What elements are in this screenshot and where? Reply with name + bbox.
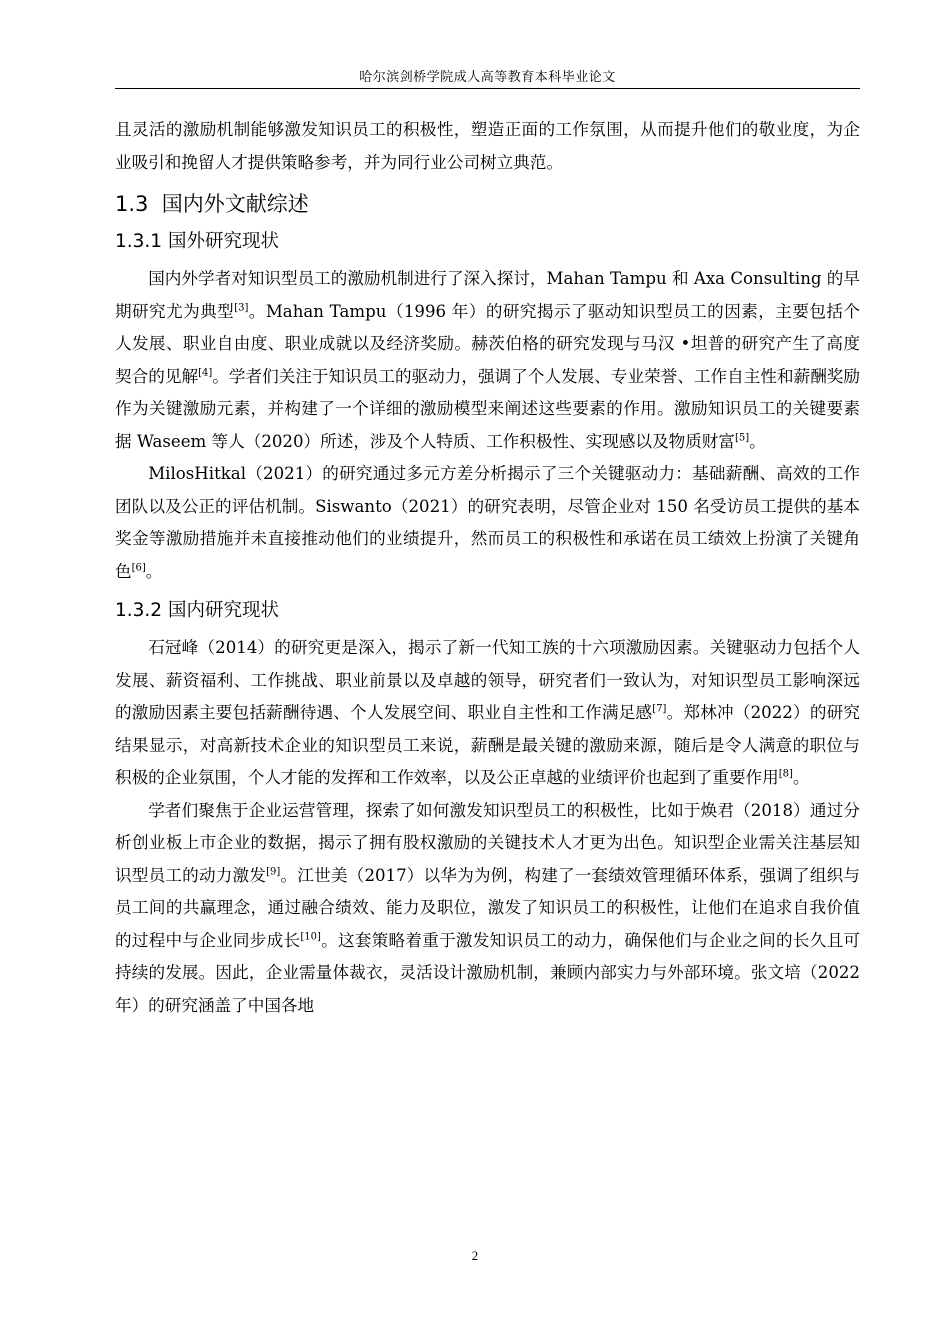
- text-run: 学者们聚焦于企业运营管理，探索了如何激发知识型员工的积极性，比如于焕君（2018）通过分析创业板上市企业的数据，揭示了拥有股权激励的关键技术人才更为出色。知识型企业需关注基层知识型员工的动力激发: [115, 800, 860, 885]
- citation-ref: [3]: [234, 301, 249, 313]
- subsection-title: 国内研究现状: [167, 600, 279, 621]
- text-run: 。这套策略着重于激发知识员工的动力，确保他们与企业之间的长久且可持续的发展。因此，企业需量体裁衣，灵活设计激励机制，兼顾内部实力与外部环境。张文培（2022 年）的研究涵盖了中国各地: [115, 930, 861, 1015]
- text-run: 。: [749, 431, 766, 451]
- header-rule: [115, 88, 860, 89]
- citation-ref: [4]: [198, 366, 213, 378]
- text-run: 。郑林冲（2022）的研究结果显示，对高新技术企业的知识型员工来说，薪酬是最关键的激励来源，随后是令人满意的职位与积极的企业氛围，个人才能的发挥和工作效率，以及公正卓越的业绩评价也起到了重要作用: [115, 703, 861, 787]
- subsection-heading-domestic: [115, 596, 860, 626]
- citation-ref: [10]: [300, 930, 321, 942]
- text-run: 石冠峰（2014）的研究更是深入，揭示了新一代知工族的十六项激励因素。关键驱动力包括个人发展、薪资福利、工作挑战、职业前景以及卓越的领导，研究者们一致认为，对知识型员工影响深远的激励因素主要包括薪酬待遇、个人发展空间、职业自主性和工作满足感: [115, 638, 860, 722]
- text-run: 。江世美（2017）以华为为例，构建了一套绩效管理循环体系，强调了组织与员工间的共赢理念，通过融合绩效、能力及职位，激发了知识员工的积极性，让他们在追求自我价值的过程中与企业同步成长: [115, 865, 861, 950]
- citation-ref: [5]: [735, 431, 750, 443]
- domestic-paragraph-2: [115, 795, 860, 1023]
- section-number: 1.3: [115, 192, 149, 216]
- text-run: 。Mahan Tampu（1996 年）的研究揭示了驱动知识型员工的因素，主要包括个人发展、职业自由度、职业成就以及经济奖励。赫茨伯格的研究发现与马汉 •坦普的研究产生了高度契合的见解: [115, 301, 860, 386]
- foreign-paragraph-2: [115, 458, 860, 588]
- section-title: 国内外文献综述: [161, 192, 309, 216]
- subsection-number: 1.3.2: [115, 600, 163, 621]
- text-run: 。: [792, 768, 810, 787]
- foreign-paragraph-1: [115, 263, 860, 458]
- intro-paragraph: 且灵活的激励机制能够激发知识员工的积极性，塑造正面的工作氛围，从而提升他们的敬业度，为企业吸引和挽留人才提供策略参考，并为同行业公司树立典范。: [115, 120, 860, 172]
- section-heading: [115, 189, 860, 219]
- subsection-number: 1.3.1: [115, 231, 163, 252]
- text-run: 。学者们关注于知识员工的驱动力，强调了个人发展、专业荣誉、工作自主性和薪酬奖励作为关键激励元素，并构建了一个详细的激励模型来阐述这些要素的作用。激励知识员工的关键要素据 Waseem 等人（2020）所述，涉及个人特质、工作积极性、实现感以及物质财富: [115, 366, 861, 451]
- text-run: MilosHitkal（2021）的研究通过多元方差分析揭示了三个关键驱动力：基础薪酬、高效的工作团队以及公正的评估机制。Siswanto（2021）的研究表明，尽管企业对 150 名受访员工提供的基本奖金等激励措施并未直接推动他们的业绩提升，然而员工的积极性和承诺在员工绩效上扮演了关键角色: [115, 464, 860, 581]
- citation-ref: [6]: [131, 561, 146, 573]
- subsection-heading-foreign: [115, 227, 860, 257]
- running-header: 哈尔滨剑桥学院成人高等教育本科毕业论文: [359, 70, 616, 85]
- citation-ref: [7]: [652, 703, 667, 715]
- page-number: 2: [471, 1248, 479, 1263]
- domestic-paragraph-1: [115, 632, 860, 795]
- body-text: [115, 114, 860, 1022]
- subsection-title: 国外研究现状: [167, 231, 279, 252]
- citation-ref: [8]: [778, 768, 793, 780]
- text-run: 国内外学者对知识型员工的激励机制进行了深入探讨，Mahan Tampu 和 Axa Consulting 的早期研究尤为典型: [115, 269, 860, 321]
- text-run: 。: [145, 561, 163, 581]
- citation-ref: [9]: [266, 865, 281, 877]
